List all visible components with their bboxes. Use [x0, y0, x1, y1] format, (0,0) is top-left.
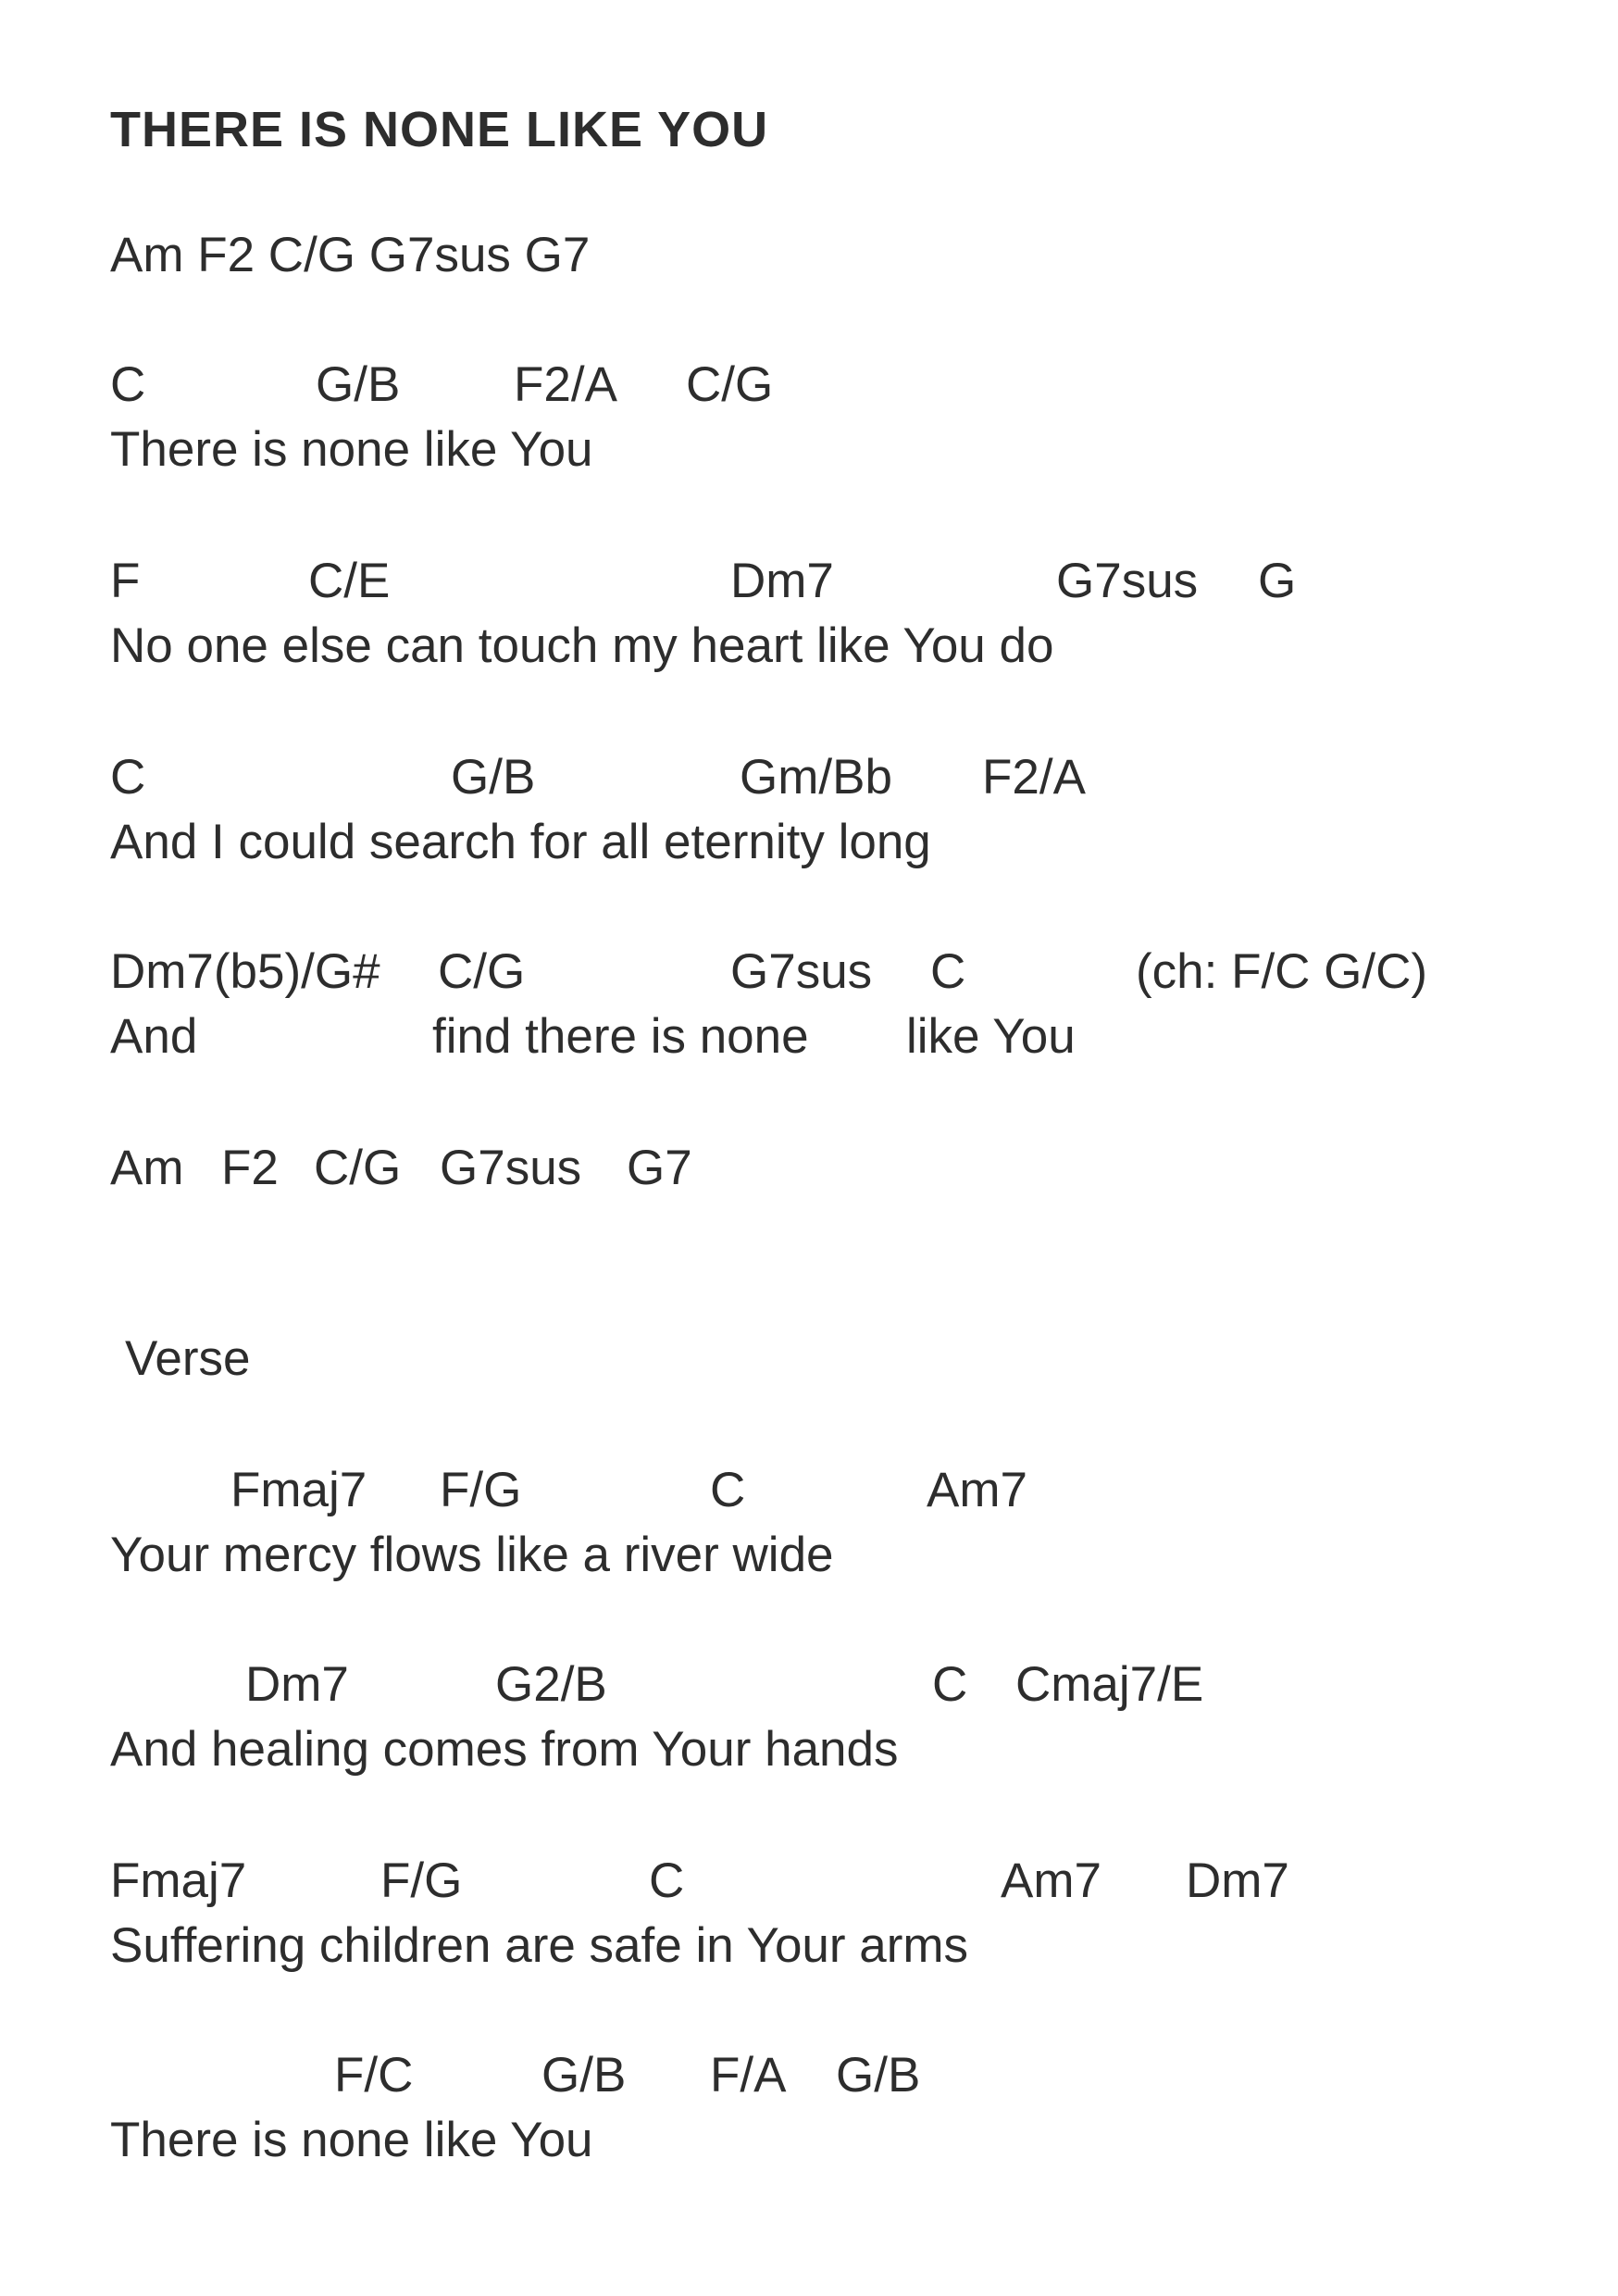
chord: C — [932, 1657, 968, 1712]
chord: C/G — [686, 357, 774, 412]
lyric-line — [0, 1007, 1618, 1067]
intro-line — [0, 226, 1618, 285]
chord: C — [110, 750, 146, 805]
chord: G7sus — [440, 1141, 582, 1195]
chord: C/E — [308, 554, 391, 608]
song-title: THERE IS NONE LIKE YOU — [110, 102, 769, 157]
chord-note: (ch: F/C G/C) — [1136, 944, 1428, 999]
lyric: Suffering children are safe in Your arms — [110, 1918, 969, 1973]
chord: G7sus — [730, 944, 873, 999]
lyric-line — [0, 420, 1618, 480]
lyric-line — [0, 617, 1618, 676]
lyric-line — [0, 1526, 1618, 1585]
chord: F/G — [380, 1853, 463, 1908]
chord-line — [0, 552, 1618, 611]
lyric: find there is none — [432, 1009, 809, 1064]
verse-label: Verse — [125, 1331, 251, 1386]
chord: C — [110, 357, 146, 412]
chord: C/G — [314, 1141, 402, 1195]
chord: Fmaj7 — [110, 1853, 247, 1908]
lyric-line — [0, 1916, 1618, 1976]
chord: C — [930, 944, 966, 999]
chord: Am7 — [927, 1463, 1027, 1517]
chord: C/G — [438, 944, 526, 999]
lyric: There is none like You — [110, 422, 593, 477]
chord-line — [0, 2046, 1618, 2105]
chord: F — [110, 554, 141, 608]
chord: G/B — [316, 357, 401, 412]
chord: F2 — [221, 1141, 279, 1195]
chord: Fmaj7 — [230, 1463, 367, 1517]
chord: C — [649, 1853, 685, 1908]
chord: G/B — [451, 750, 536, 805]
chord-line — [0, 1852, 1618, 1911]
chord: Dm7 — [245, 1657, 349, 1712]
lyric-line — [0, 813, 1618, 872]
chord: C — [710, 1463, 746, 1517]
chord-line — [0, 1655, 1618, 1715]
chord: Dm7 — [1186, 1853, 1289, 1908]
chord: G — [1258, 554, 1297, 608]
chord: Am — [110, 1141, 184, 1195]
chord: F/C — [334, 2048, 414, 2103]
chord-line — [0, 748, 1618, 807]
chord-line — [0, 356, 1618, 415]
lyric-line — [0, 1720, 1618, 1779]
chord: F/A — [710, 2048, 787, 2103]
chord: F2/A — [982, 750, 1086, 805]
chord-line — [0, 942, 1618, 1002]
lyric: No one else can touch my heart like You do — [110, 618, 1054, 673]
lyric: like You — [906, 1009, 1076, 1064]
chord: G7sus — [1056, 554, 1199, 608]
lyric: And healing comes from Your hands — [110, 1722, 899, 1777]
lyric: There is none like You — [110, 2113, 593, 2167]
chord: G/B — [836, 2048, 921, 2103]
chord-line — [0, 1461, 1618, 1520]
chord: F2/A — [514, 357, 617, 412]
turnaround-line — [0, 1139, 1618, 1198]
chord: Dm7(b5)/G# — [110, 944, 380, 999]
chord: Gm/Bb — [740, 750, 892, 805]
intro-chords: Am F2 C/G G7sus G7 — [110, 228, 591, 282]
chord: F/G — [440, 1463, 522, 1517]
chord: Am7 — [1001, 1853, 1101, 1908]
chord: G2/B — [495, 1657, 607, 1712]
lyric: And I could search for all eternity long — [110, 815, 931, 869]
section-label-line — [0, 1329, 1618, 1389]
chord: G7 — [627, 1141, 692, 1195]
lyric-line — [0, 2111, 1618, 2170]
chord: Cmaj7/E — [1015, 1657, 1204, 1712]
lyric: And — [110, 1009, 198, 1064]
lyric: Your mercy flows like a river wide — [110, 1528, 834, 1582]
chord: Dm7 — [730, 554, 834, 608]
chord: G/B — [541, 2048, 627, 2103]
